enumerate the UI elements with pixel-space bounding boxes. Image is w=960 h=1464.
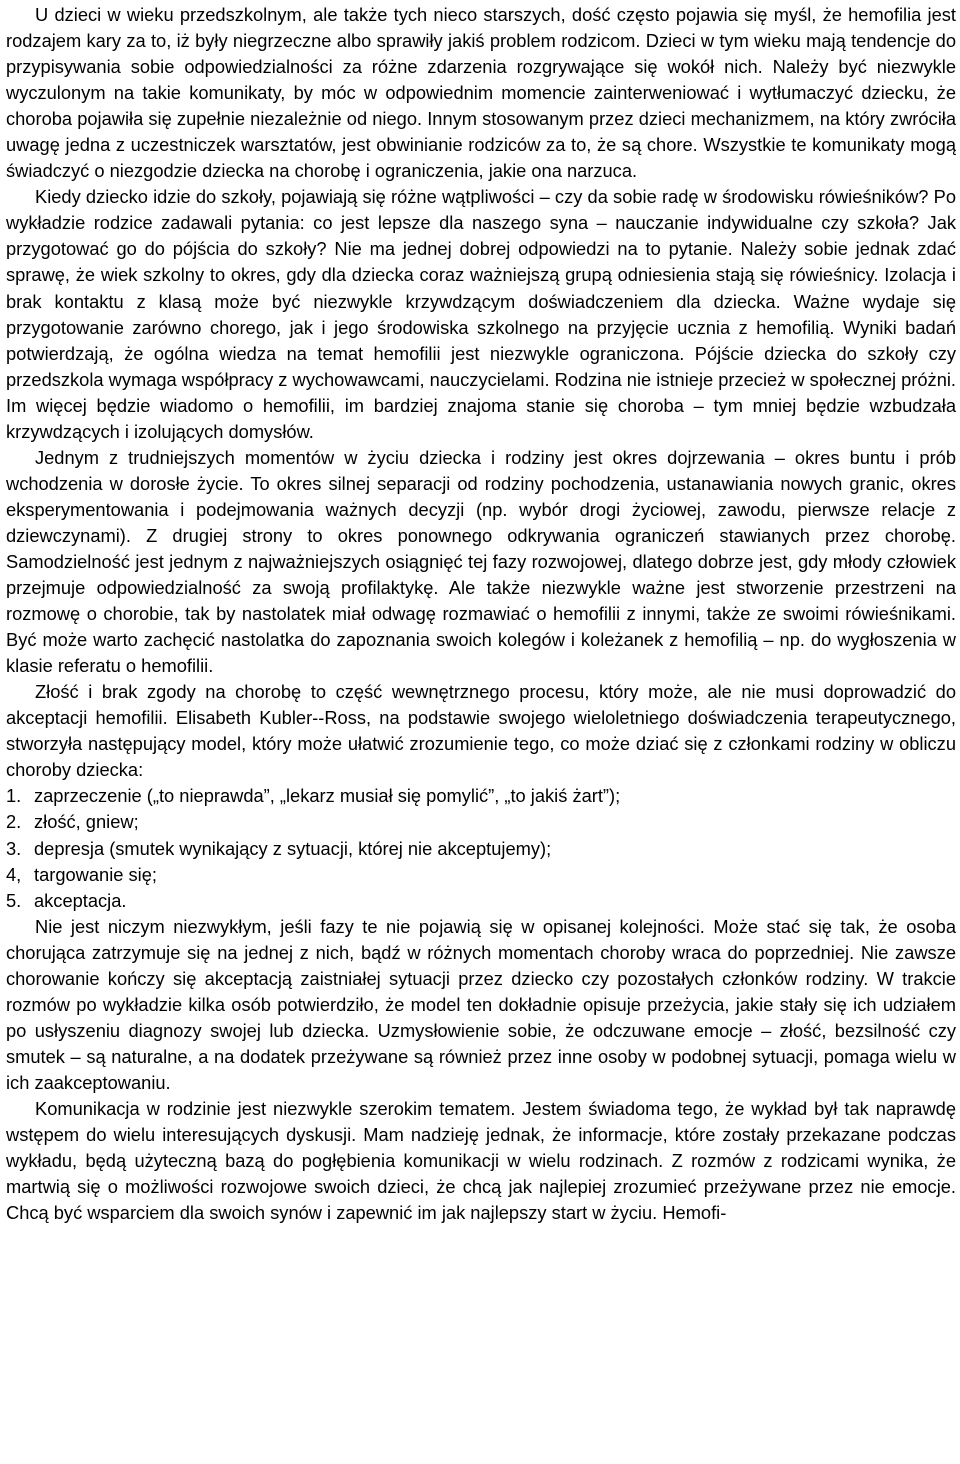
list-item [6,809,956,835]
list-item-number: 5. [6,889,22,911]
list-item [6,836,956,862]
paragraph-adolescence: Jednym z trudniejszych momentów w życiu dziecka i rodziny jest okres dojrzewania – okres buntu i prób wchodzenia w dorosłe życie. To okres silnej separacji od rodziny pochodzenia, ustanawiania nowych granic, okres eksperymentowania i podejmowania ważnych decyzji (np. wybór drogi życiowej, zawodu, pierwsze relacje z dziewczynami). Z drugiej strony to okres ponownego odkrywania ograniczeń stawianych przez chorobę. Samodzielność jest jednym z najważniejszych osiągnięć tej fazy rozwojowej, dlatego dobrze jest, gdy młody człowiek przejmuje odpowiedzialność za swoją profilaktykę. Ale także niezwykle ważne jest stworzenie przestrzeni na rozmowę o chorobie, tak by nastolatek miał odwagę rozmawiać o hemofilii z innymi, także ze swoimi rówieśnikami. Być może warto zachęcić nastolatka do zapoznania swoich kolegów i koleżanek z hemofilią – np. do wygłoszenia w klasie referatu o hemofilii. [6,446,956,677]
paragraph-kubler-ross-model: Złość i brak zgody na chorobę to część wewnętrznego procesu, który może, ale nie musi doprowadzić do akceptacji hemofilii. Elisabeth Kubler--Ross, na podstawie swojego wieloletniego doświadczenia terapeutycznego, stworzyła następujący model, który może ułatwić zrozumienie tego, co może dziać się z członkami rodziny w obliczu choroby dziecka: [6,681,956,781]
list-item-number: 3. [6,837,22,859]
list-item [6,888,956,914]
list-item-text: złość, gniew; [34,811,139,833]
list-item-number: 4, [6,863,22,885]
grief-stages-list [6,783,956,913]
list-item-text: zaprzeczenie („to nieprawda”, „lekarz musiał się pomylić”, „to jakiś żart”); [34,785,621,807]
paragraph-stages-order: Nie jest niczym niezwykłym, jeśli fazy te nie pojawią się w opisanej kolejności. Może stać się tak, że osoba chorująca zatrzymuje się na jednej z nich, bądź w różnych momentach choroby wraca do poprzedniej. Nie zawsze chorowanie kończy się akceptacją zaistniałej sytuacji przez dziecko czy pozostałych członków rodziny. W trakcie rozmów po wykładzie kilka osób potwierdziło, że model ten dokładnie opisuje przeżycia, jakie stały się ich udziałem po usłyszeniu diagnozy swojej lub dziecka. Uzmysłowienie sobie, że odczuwane emocje – złość, bezsilność czy smutek – są naturalne, a na dodatek przeżywane są również przez inne osoby w podobnej sytuacji, pomaga wielu w ich zaakceptowaniu. [6,915,956,1093]
paragraph-school: Kiedy dziecko idzie do szkoły, pojawiają się różne wątpliwości – czy da sobie radę w środowisku rówieśników? Po wykładzie rodzice zadawali pytania: co jest lepsze dla naszego syna – nauczanie indywidualne czy szkoła? Jak przygotować go do pójścia do szkoły? Nie ma jednej dobrej odpowiedzi na to pytanie. Należy sobie jednak zdać sprawę, że wiek szkolny to okres, gdy dla dziecka coraz ważniejszą grupą odniesienia stają się rówieśnicy. Izolacja i brak kontaktu z klasą może być niezwykle krzywdzącym doświadczeniem dla dziecka. Ważne wydaje się przygotowanie zarówno chorego, jak i jego środowiska szkolnego na przyjęcie ucznia z hemofilią. Wyniki badań potwierdzają, że ogólna wiedza na temat hemofilii jest niezwykle ograniczona. Pójście dziecka do szkoły czy przedszkola wymaga współpracy z wychowawcami, nauczycielami. Rodzina nie istnieje przecież w społecznej próżni. Im więcej będzie wiadomo o hemofilii, im bardziej znajoma stanie się choroba – tym mniej będzie wzbudzała krzywdzących i izolujących domysłów. [6,186,957,442]
list-item-text: targowanie się; [34,863,157,885]
paragraph-preschool-guilt: U dzieci w wieku przedszkolnym, ale także tych nieco starszych, dość często pojawia się myśl, że hemofilia jest rodzajem kary za to, iż były niegrzeczne albo sprawiły jakiś problem rodzicom. Dzieci w tym wieku mają tendencje do przypisywania sobie odpowiedzialności za różne zdarzenia rozgrywające się wokół nich. Należy być niezwykle wyczulonym na takie komunikaty, by móc w odpowiednim momencie zainterweniować i wytłumaczyć dziecku, że choroba pojawiła się zupełnie niezależnie od niego. Innym stosowanym przez dzieci mechanizmem, na który zwróciła uwagę jedna z uczestniczek warsztatów, jest obwinianie rodziców za to, że są chore. Wszystkie te komunikaty mogą świadczyć o niezgodzie dziecka na chorobę i ograniczenia, jakie ona narzuca. [6,4,956,182]
list-item [6,783,956,809]
list-item [6,862,956,888]
list-item-number: 1. [6,785,22,807]
paragraph-family-communication: Komunikacja w rodzinie jest niezwykle szerokim tematem. Jestem świadoma tego, że wykład był tak naprawdę wstępem do wielu interesujących dyskusji. Mam nadzieję jednak, że informacje, które zostały przekazane podczas wykładu, będą użyteczną bazą do pogłębienia komunikacji w wielu rodzinach. Z rozmów z rodzicami wynika, że martwią się o możliwości rozwojowe swoich dzieci, że chcą jak najlepiej zrozumieć przeżywane przez nie emocje. Chcą być wsparciem dla swoich synów i zapewnić im jak najlepszy start w życiu. Hemofi- [6,1097,956,1224]
list-item-number: 2. [6,811,22,833]
list-item-text: depresja (smutek wynikający z sytuacji, której nie akceptujemy); [34,837,552,859]
list-item-text: akceptacja. [34,889,127,911]
